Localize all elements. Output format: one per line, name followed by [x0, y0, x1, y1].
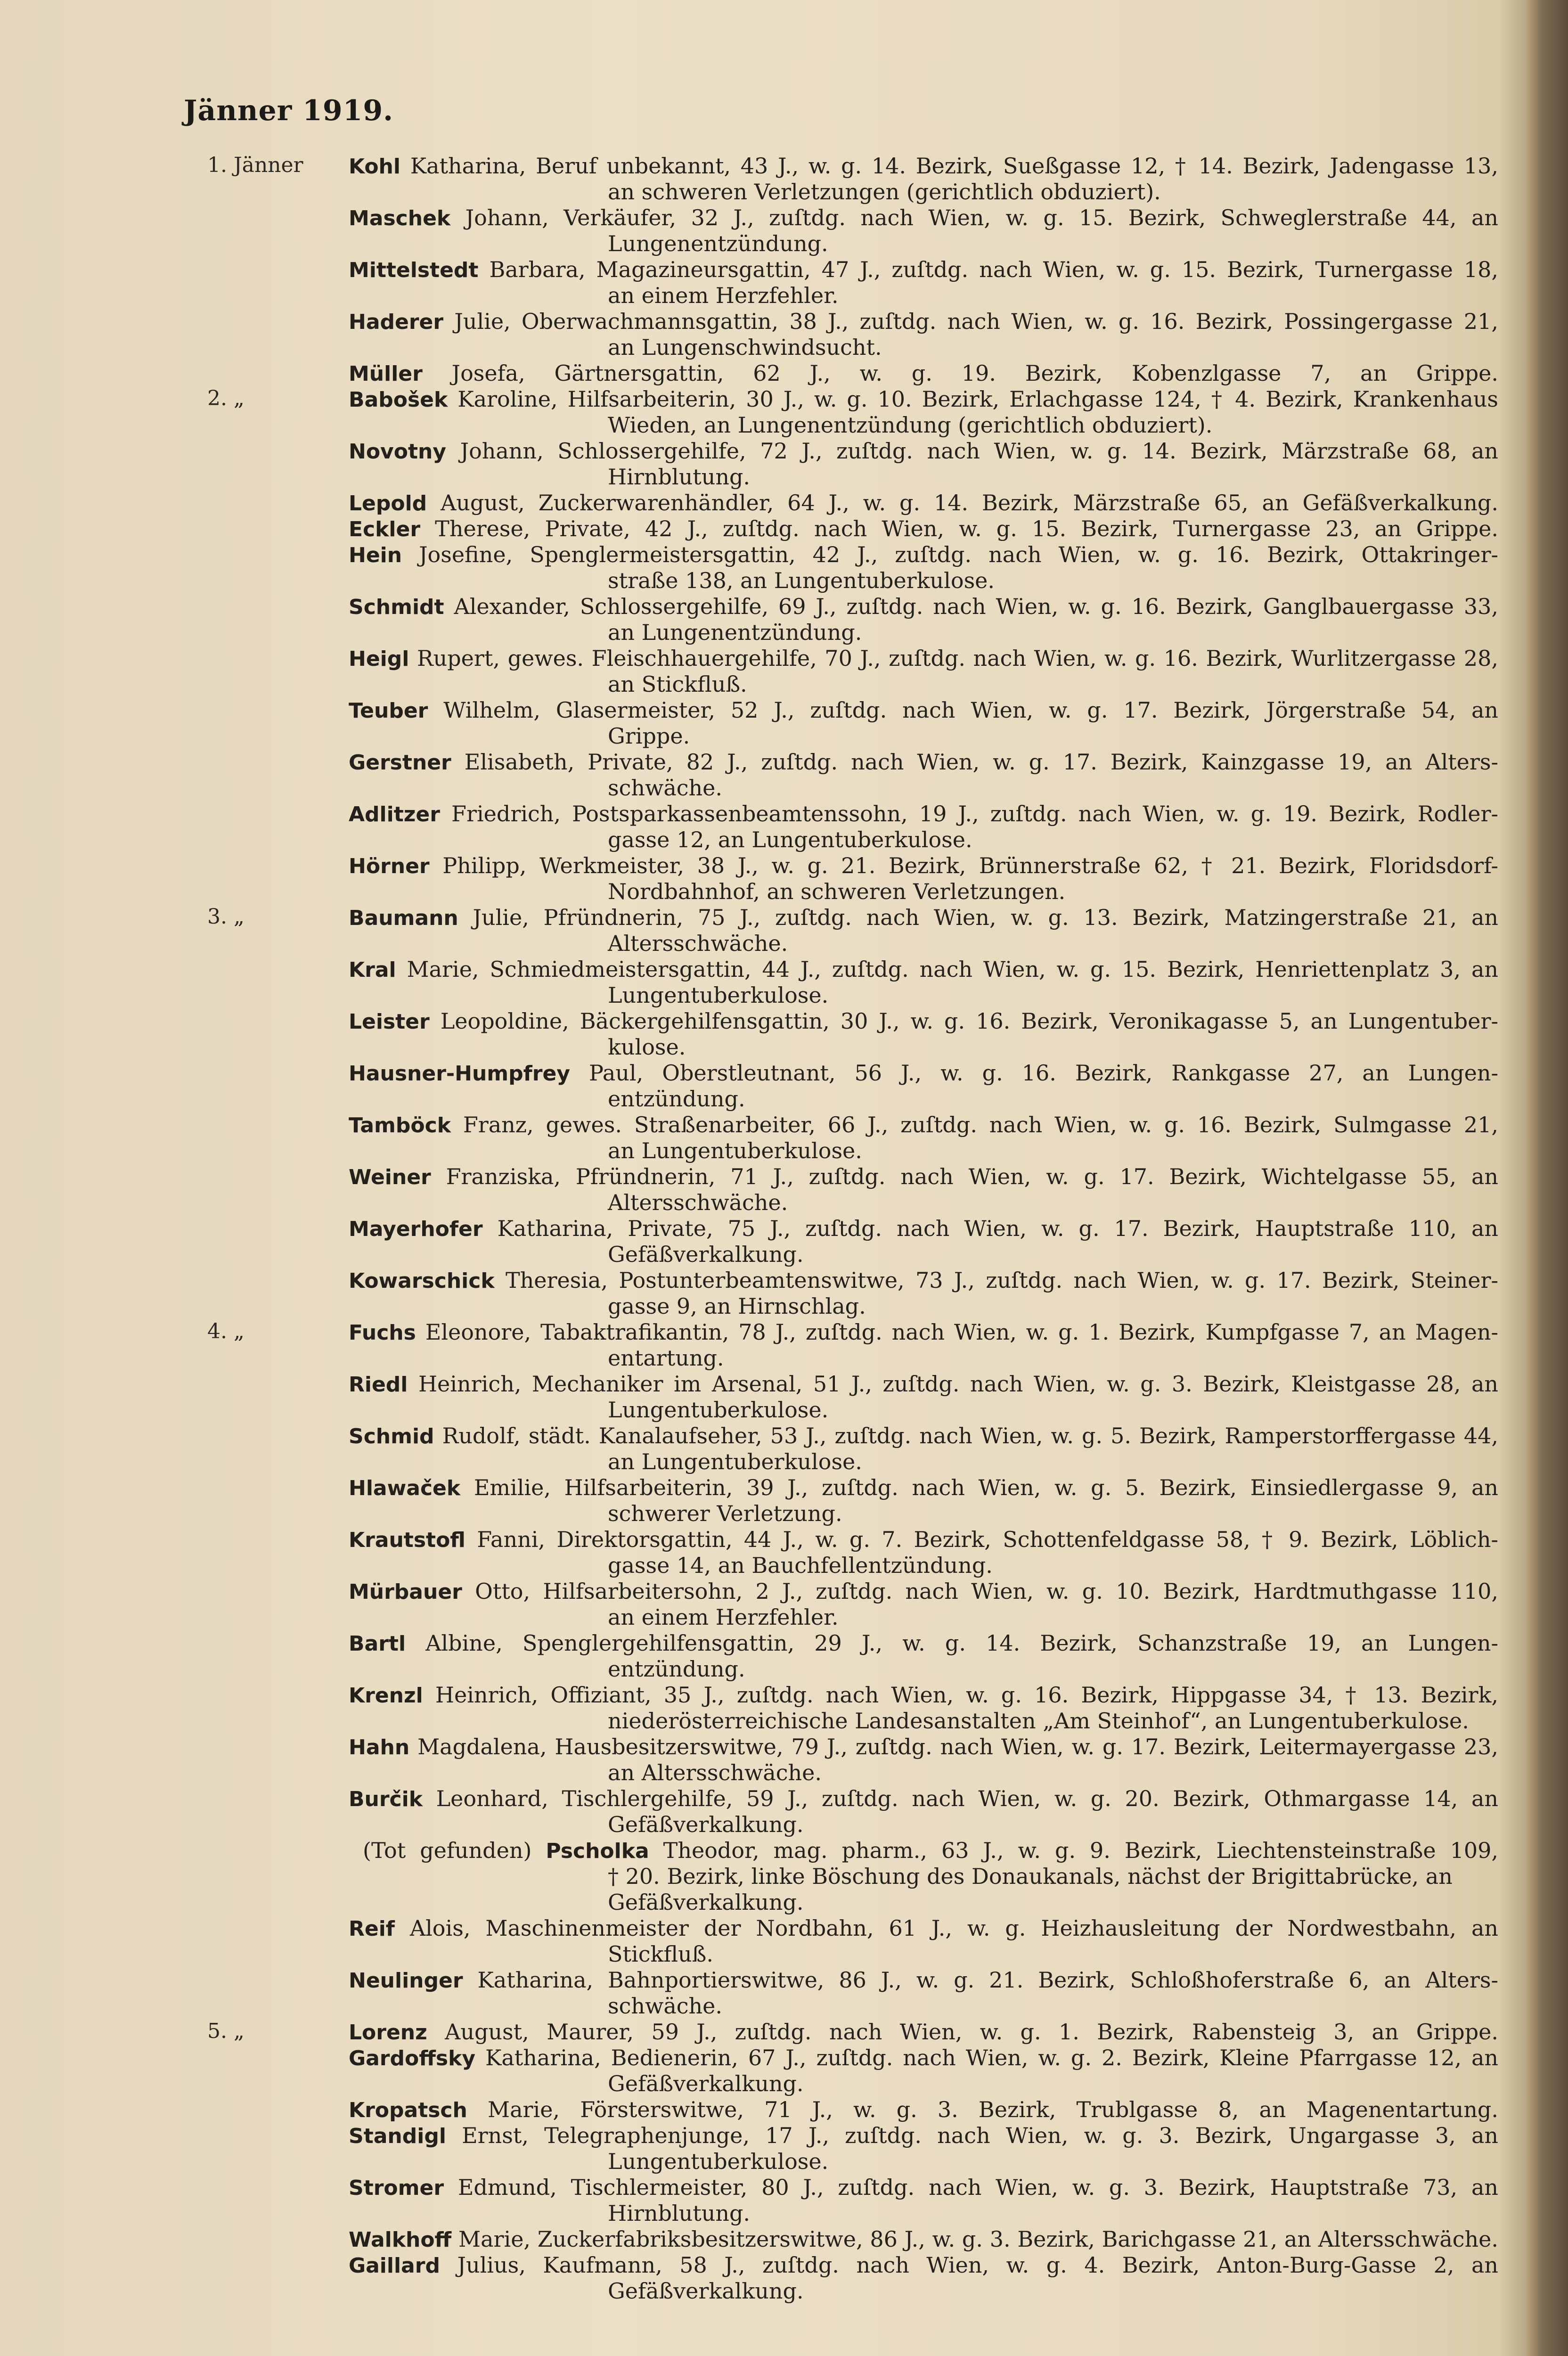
entry-prefix: (Tot gefunden) [363, 1838, 546, 1863]
entry-surname: Burčik [349, 1787, 423, 1811]
entry-details: Theodor, mag. pharm., 63 J., w. g. 9. Bezirk, Liechtensteinstraße 109, [663, 1838, 1499, 1863]
entry-line [349, 1216, 1498, 1242]
entry-details: Katharina, Beruf unbekannt, 43 J., w. g. 14. Bezirk, Sueßgasse 12, † 14. Bezirk, Jadengasse 13, [410, 153, 1499, 179]
entry-line [349, 360, 1498, 387]
book-edge [1527, 0, 1568, 2356]
entry-surname: Kowarschick [349, 1269, 495, 1293]
entry-continuation: niederösterreichische Landesanstalten „Am Steinhof“, an Lungentuberkulose. [608, 1708, 1469, 1734]
entry-line [349, 1060, 1498, 1087]
entry-details: Marie, Zuckerfabriksbesitzerswitwe, 86 J., w. g. 3. Bezirk, Barichgasse 21, an Altersschwäche. [458, 2226, 1498, 2252]
entry-surname: Lorenz [349, 2021, 427, 2045]
entry-line [349, 957, 1498, 983]
entry-surname: Mittelstedt [349, 258, 479, 282]
entry-surname: Adlitzer [349, 802, 440, 826]
entry-continuation: an Lungenschwindsucht. [608, 335, 882, 360]
entry-surname: Bartl [349, 1632, 406, 1656]
entry-continuation: † 20. Bezirk, linke Böschung des Donaukanals, nächst der Brigittabrücke, an [608, 1864, 1453, 1889]
entry-details: Emilie, Hilfsarbeiterin, 39 J., zuſtdg. nach Wien, w. g. 5. Bezirk, Einsiedlergasse 9, an [474, 1475, 1499, 1500]
entry-surname: Gardoffsky [349, 2046, 476, 2070]
entry-details: Alois, Maschinenmeister der Nordbahn, 61 J., w. g. Heizhausleitung der Nordwestbahn, an [409, 1915, 1498, 1941]
entry-details: Julie, Oberwachmannsgattin, 38 J., zuſtdg. nach Wien, w. g. 16. Bezirk, Possingergasse 21, [454, 309, 1498, 334]
entry-line [349, 2252, 1498, 2279]
entry-details: Otto, Hilfsarbeitersohn, 2 J., zuſtdg. nach Wien, w. g. 10. Bezirk, Hardtmuthgasse 110, [475, 1579, 1498, 1604]
entry-continuation: Lungentuberkulose. [608, 1397, 829, 1423]
entry-line [349, 646, 1498, 672]
entry-line [349, 257, 1498, 283]
entry-continuation: Hirnblutung. [608, 464, 751, 490]
entry-surname: Mürbauer [349, 1580, 462, 1604]
entry-continuation: an schweren Verletzungen (gerichtlich obduziert). [608, 179, 1161, 205]
entry-continuation: schwäche. [608, 1993, 723, 2019]
entry-surname: Walkhoff [349, 2228, 452, 2252]
entry-continuation: Lungenentzündung. [608, 231, 828, 256]
entry-continuation: Gefäßverkalkung. [608, 1890, 804, 1915]
entry-details: Julius, Kaufmann, 58 J., zuſtdg. nach Wien, w. g. 4. Bezirk, Anton-Burg-Gasse 2, an [457, 2252, 1498, 2278]
entry-surname: Weiner [349, 1165, 431, 1189]
entry-continuation: an einem Herzfehler. [608, 1604, 839, 1630]
entry-surname: Standigl [349, 2124, 446, 2148]
entry-continuation: gasse 9, an Hirnschlag. [608, 1293, 866, 1319]
entry-line [349, 1371, 1498, 1398]
entry-date: 3. „ [207, 905, 245, 929]
entry-continuation: an Stickfluß. [608, 671, 747, 697]
entry-continuation: Lungentuberkulose. [608, 2149, 829, 2174]
entry-continuation: Altersschwäche. [608, 1190, 788, 1215]
entry-details: Josefine, Spenglermeistersgattin, 42 J., zuſtdg. nach Wien, w. g. 16. Bezirk, Ottakringer- [419, 542, 1498, 567]
page-title: Jänner 1919. [184, 94, 394, 127]
entry-continuation: Grippe. [608, 723, 690, 749]
entry-details: Heinrich, Mechaniker im Arsenal, 51 J., zuſtdg. nach Wien, w. g. 3. Bezirk, Kleistgasse 28, an [418, 1371, 1498, 1397]
entry-continuation: Gefäßverkalkung. [608, 2071, 804, 2096]
entry-surname: Stromer [349, 2176, 444, 2200]
entry-date: 5. „ [207, 2019, 245, 2043]
entry-line [349, 1967, 1498, 1994]
entry-details: Leonhard, Tischlergehilfe, 59 J., zuſtdg. nach Wien, w. g. 20. Bezirk, Othmargasse 14, an [436, 1786, 1498, 1811]
entry-line [349, 853, 1498, 879]
entry-line [349, 1008, 1498, 1035]
entry-details: Edmund, Tischlermeister, 80 J., zuſtdg. nach Wien, w. g. 3. Bezirk, Hauptstraße 73, an [457, 2175, 1498, 2200]
entry-surname: Lepold [349, 491, 427, 515]
entry-line [349, 1915, 1498, 1942]
entry-surname: Müller [349, 362, 423, 386]
entry-continuation: Gefäßverkalkung. [608, 2278, 804, 2304]
entry-details: Katharina, Bedienerin, 67 J., zuſtdg. nach Wien, w. g. 2. Bezirk, Kleine Pfarrgasse 12, an [485, 2045, 1498, 2070]
entry-surname: Pscholka [546, 1839, 649, 1863]
entry-continuation: an Lungentuberkulose. [608, 1449, 862, 1474]
entry-continuation: schwerer Verletzung. [608, 1501, 842, 1526]
entry-line [349, 1112, 1498, 1138]
entry-continuation: entartung. [608, 1345, 724, 1371]
entry-line [349, 2019, 1498, 2045]
entry-details: Fanni, Direktorsgattin, 44 J., w. g. 7. Bezirk, Schottenfeldgasse 58, † 9. Bezirk, Löblich- [477, 1527, 1498, 1552]
entry-surname: Riedl [349, 1373, 408, 1397]
entry-surname: Baumann [349, 906, 458, 930]
entry-details: Marie, Schmiedmeistersgattin, 44 J., zuſtdg. nach Wien, w. g. 15. Bezirk, Henriettenplatz 3, an [407, 957, 1499, 982]
entry-continuation: gasse 12, an Lungentuberkulose. [608, 827, 972, 852]
entry-line [349, 1423, 1498, 1449]
entry-line [349, 697, 1498, 724]
entry-continuation: entzündung. [608, 1086, 745, 1112]
entry-surname: Krenzl [349, 1684, 423, 1708]
entry-details: August, Maurer, 59 J., zuſtdg. nach Wien, w. g. 1. Bezirk, Rabensteig 3, an Grippe. [445, 2019, 1498, 2045]
entry-continuation: Gefäßverkalkung. [608, 1812, 804, 1837]
entry-line [349, 2175, 1498, 2201]
entry-details: Rupert, gewes. Fleischhauergehilfe, 70 J., zuſtdg. nach Wien, w. g. 16. Bezirk, Wurlitzergasse 28, [416, 646, 1499, 671]
entry-continuation: Stickfluß. [608, 1941, 714, 1967]
entry-details: Alexander, Schlossergehilfe, 69 J., zuſtdg. nach Wien, w. g. 16. Bezirk, Ganglbauergasse 33, [454, 594, 1498, 619]
entry-date: 2. „ [207, 386, 245, 410]
entry-details: Rudolf, städt. Kanalaufseher, 53 J., zuſtdg. nach Wien, w. g. 5. Bezirk, Ramperstorffergasse 44, [442, 1423, 1499, 1448]
entry-continuation: schwäche. [608, 775, 723, 801]
entry-surname: Gerstner [349, 751, 451, 775]
entry-surname: Hörner [349, 854, 430, 878]
entry-line [349, 490, 1498, 516]
entry-line [349, 2226, 1498, 2253]
entry-continuation: Hirnblutung. [608, 2201, 751, 2226]
entry-date: 4. „ [207, 1319, 245, 1343]
entry-details: Elisabeth, Private, 82 J., zuſtdg. nach Wien, w. g. 17. Bezirk, Kainzgasse 19, an Alters- [464, 749, 1498, 775]
entry-details: Barbara, Magazineursgattin, 47 J., zuſtdg. nach Wien, w. g. 15. Bezirk, Turnergasse 18, [489, 257, 1498, 282]
entry-line [349, 1527, 1498, 1553]
entry-surname: Reif [349, 1917, 395, 1941]
entry-details: Ernst, Telegraphenjunge, 17 J., zuſtdg. nach Wien, w. g. 3. Bezirk, Ungargasse 3, an [462, 2123, 1499, 2148]
entry-surname: Hein [349, 543, 402, 567]
page-fold-shadow [1498, 0, 1527, 2356]
entry-line [349, 1164, 1498, 1190]
entry-line [349, 905, 1498, 931]
entry-surname: Kropatsch [349, 2098, 467, 2122]
entry-surname: Krautstofl [349, 1528, 466, 1552]
entry-surname: Mayerhofer [349, 1217, 483, 1241]
entry-continuation: Gefäßverkalkung. [608, 1242, 804, 1267]
entry-line [349, 749, 1498, 776]
entry-continuation: gasse 14, an Bauchfellentzündung. [608, 1553, 993, 1578]
entry-line [349, 1268, 1498, 1294]
entry-continuation: Lungentuberkulose. [608, 982, 829, 1008]
entry-surname: Eckler [349, 517, 421, 541]
entry-line [349, 1630, 1498, 1657]
entry-details: Katharina, Bahnportierswitwe, 86 J., w. g. 21. Bezirk, Schloßhoferstraße 6, an Alters- [477, 1967, 1499, 1993]
entry-line [349, 438, 1498, 465]
entry-surname: Heigl [349, 647, 409, 671]
entry-continuation: kulose. [608, 1034, 686, 1060]
entry-surname: Haderer [349, 310, 444, 334]
entry-details: Franz, gewes. Straßenarbeiter, 66 J., zuſtdg. nach Wien, w. g. 16. Bezirk, Sulmgasse 21, [463, 1112, 1498, 1137]
entry-line [363, 1838, 1498, 1864]
entry-details: Marie, Försterswitwe, 71 J., w. g. 3. Bezirk, Trublgasse 8, an Magenentartung. [487, 2097, 1499, 2122]
entry-line [349, 542, 1498, 568]
entry-details: Johann, Verkäufer, 32 J., zuſtdg. nach Wien, w. g. 15. Bezirk, Schweglerstraße 44, an [465, 205, 1499, 230]
entry-details: Theresia, Postunterbeamtenswitwe, 73 J., zuſtdg. nach Wien, w. g. 17. Bezirk, Steiner- [505, 1268, 1498, 1293]
entry-surname: Hlawaček [349, 1476, 461, 1500]
entry-line [349, 516, 1498, 542]
entry-details: Julie, Pfründnerin, 75 J., zuſtdg. nach Wien, w. g. 13. Bezirk, Matzingerstraße 21, an [473, 905, 1498, 930]
entry-continuation: an einem Herzfehler. [608, 283, 839, 308]
entry-line [349, 1475, 1498, 1501]
entry-surname: Neulinger [349, 1969, 463, 1993]
entry-line [349, 205, 1498, 231]
entry-continuation: entzündung. [608, 1656, 745, 1682]
entry-details: Friedrich, Postsparkassenbeamtenssohn, 19 J., zuſtdg. nach Wien, w. g. 19. Bezirk, Rodler- [451, 801, 1498, 826]
entry-surname: Maschek [349, 206, 451, 230]
entry-surname: Kral [349, 958, 396, 982]
entry-details: Josefa, Gärtnersgattin, 62 J., w. g. 19. Bezirk, Kobenzlgasse 7, an Grippe. [451, 360, 1498, 386]
entry-details: Franziska, Pfründnerin, 71 J., zuſtdg. nach Wien, w. g. 17. Bezirk, Wichtelgasse 55, an [446, 1164, 1498, 1189]
entry-surname: Fuchs [349, 1321, 416, 1345]
entry-details: Johann, Schlossergehilfe, 72 J., zuſtdg. nach Wien, w. g. 14. Bezirk, Märzstraße 68, an [460, 438, 1499, 464]
entry-details: Paul, Oberstleutnant, 56 J., w. g. 16. Bezirk, Rankgasse 27, an Lungen- [589, 1060, 1498, 1086]
entry-line [349, 801, 1498, 827]
entry-line [349, 1579, 1498, 1605]
entry-surname: Novotny [349, 440, 447, 464]
entry-surname: Hausner-Humpfrey [349, 1062, 571, 1086]
entry-line [349, 2097, 1498, 2123]
entry-details: Therese, Private, 42 J., zuſtdg. nach Wien, w. g. 15. Bezirk, Turnergasse 23, an Grippe. [435, 516, 1499, 541]
entry-surname: Gaillard [349, 2254, 440, 2278]
entry-surname: Schmid [349, 1424, 434, 1448]
entry-continuation: an Altersschwäche. [608, 1760, 822, 1785]
entry-surname: Leister [349, 1010, 430, 1034]
entry-line [349, 1319, 1498, 1346]
entry-surname: Teuber [349, 699, 428, 723]
entry-line [349, 594, 1498, 620]
entry-line [349, 2123, 1498, 2149]
entry-line [349, 2045, 1498, 2071]
entry-continuation: Nordbahnhof, an schweren Verletzungen. [608, 879, 1066, 904]
entry-details: Leopoldine, Bäckergehilfensgattin, 30 J., w. g. 16. Bezirk, Veronikagasse 5, an Lungentuber- [440, 1008, 1498, 1034]
entry-details: Philipp, Werkmeister, 38 J., w. g. 21. Bezirk, Brünnerstraße 62, † 21. Bezirk, Floridsdorf- [442, 853, 1498, 878]
entry-line [349, 1786, 1498, 1812]
entry-details: Heinrich, Offiziant, 35 J., zuſtdg. nach Wien, w. g. 16. Bezirk, Hippgasse 34, † 13. Bezirk, [435, 1682, 1499, 1708]
entry-details: Magdalena, Hausbesitzerswitwe, 79 J., zuſtdg. nach Wien, w. g. 17. Bezirk, Leitermayergasse 23, [417, 1734, 1498, 1759]
entry-details: Wilhelm, Glasermeister, 52 J., zuſtdg. nach Wien, w. g. 17. Bezirk, Jörgerstraße 54, an [443, 697, 1499, 723]
entry-continuation: Altersschwäche. [608, 931, 788, 956]
entry-details: Katharina, Private, 75 J., zuſtdg. nach Wien, w. g. 17. Bezirk, Hauptstraße 110, an [497, 1216, 1498, 1241]
entry-continuation: straße 138, an Lungentuberkulose. [608, 568, 995, 593]
entry-line [349, 1734, 1498, 1760]
entry-details: Karoline, Hilfsarbeiterin, 30 J., w. g. 10. Bezirk, Erlachgasse 124, † 4. Bezirk, Krankenhaus [457, 386, 1498, 412]
entry-details: Eleonore, Tabaktrafikantin, 78 J., zuſtdg. nach Wien, w. g. 1. Bezirk, Kumpfgasse 7, an Magen- [425, 1319, 1498, 1345]
entry-continuation: an Lungentuberkulose. [608, 1138, 862, 1163]
entry-line [349, 153, 1498, 180]
entry-line [349, 1682, 1498, 1709]
entry-surname: Kohl [349, 155, 400, 179]
entry-line [349, 309, 1498, 335]
entry-date: 1. Jänner [207, 153, 303, 177]
entry-details: August, Zuckerwarenhändler, 64 J., w. g. 14. Bezirk, Märzstraße 65, an Gefäßverkalkung. [441, 490, 1498, 515]
entry-surname: Schmidt [349, 595, 444, 619]
entry-surname: Babošek [349, 388, 448, 412]
entry-line [349, 386, 1498, 413]
entry-details: Albine, Spenglergehilfensgattin, 29 J., w. g. 14. Bezirk, Schanzstraße 19, an Lungen- [425, 1630, 1498, 1656]
entry-continuation: an Lungenentzündung. [608, 620, 862, 645]
entry-surname: Hahn [349, 1735, 410, 1759]
entry-continuation: Wieden, an Lungenentzündung (gerichtlich obduziert). [608, 412, 1213, 438]
entry-surname: Tamböck [349, 1113, 451, 1137]
